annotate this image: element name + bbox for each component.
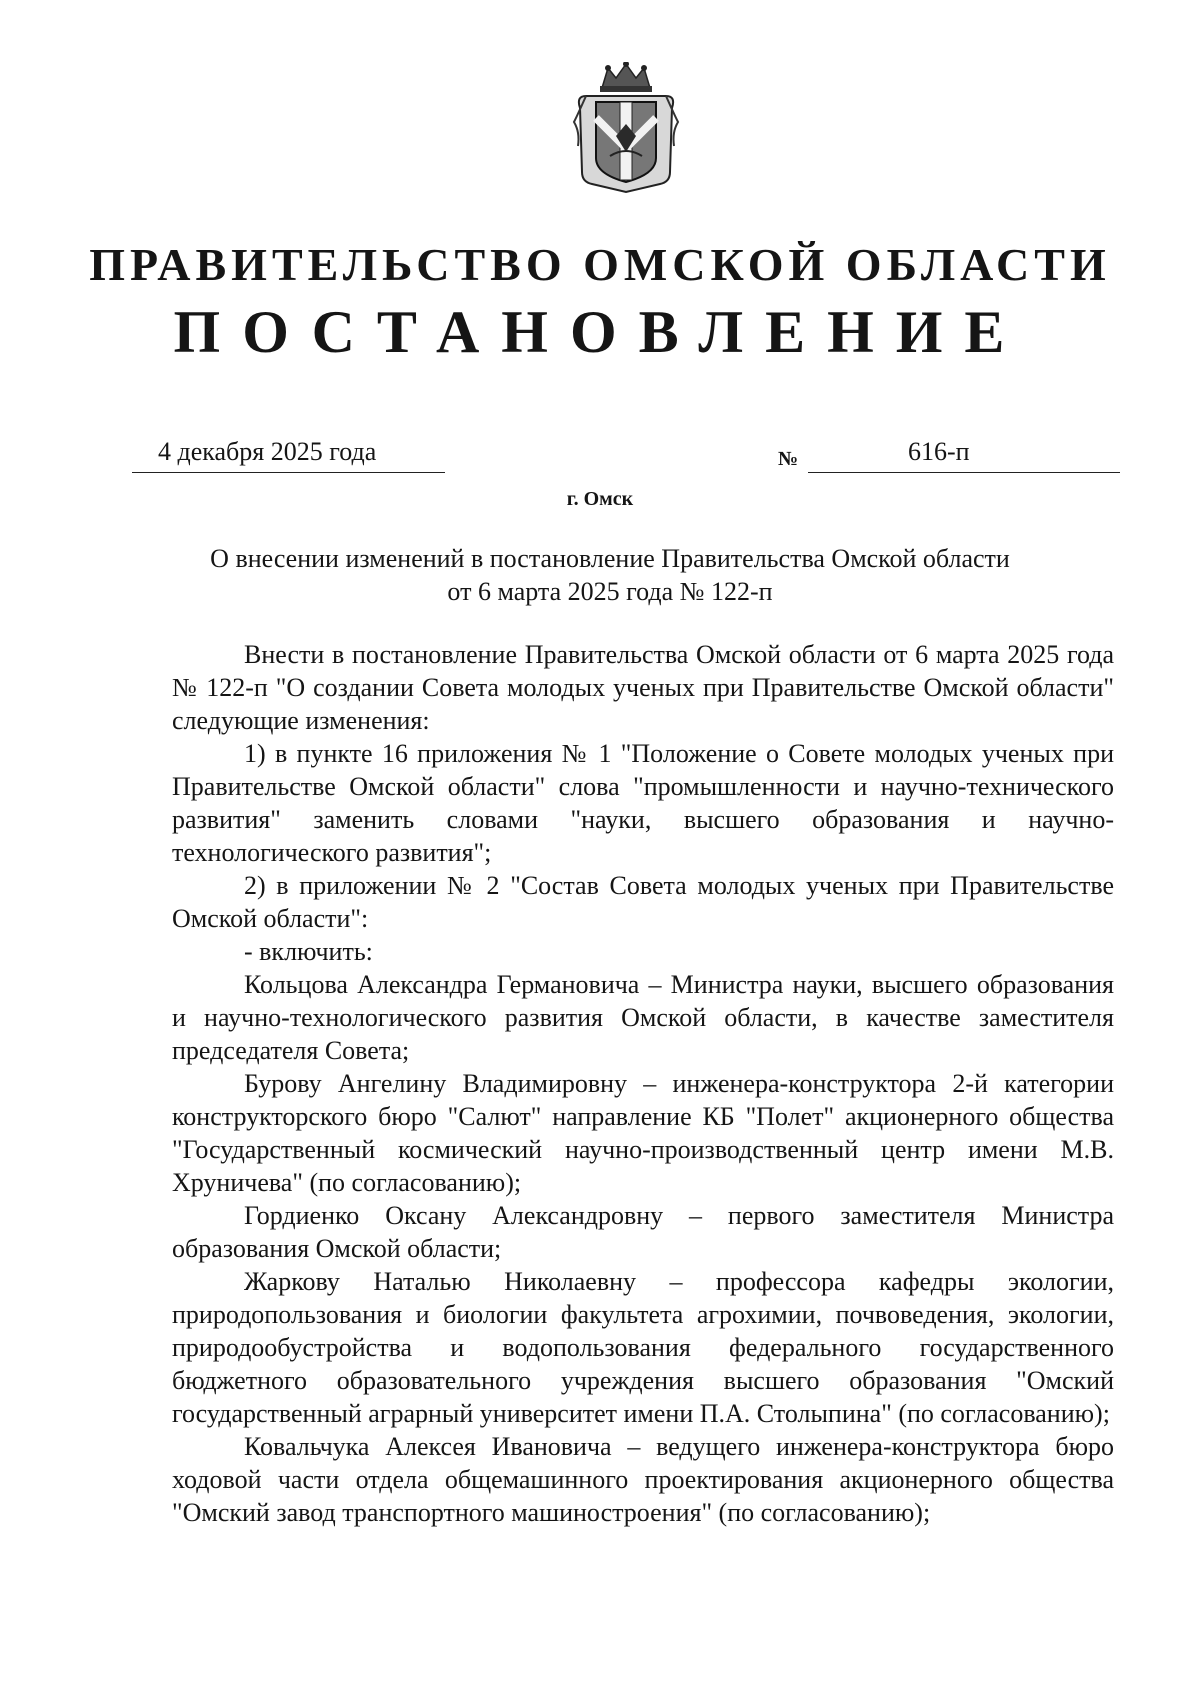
document-type-title: ПОСТАНОВЛЕНИЕ [173,299,1027,365]
body-paragraph: Гордиенко Оксану Александровну – первого заместителя Министра образования Омской области; [172,1201,1114,1263]
body-paragraph: Внести в постановление Правительства Омской области от 6 марта 2025 года № 122-п "О создании Совета молодых ученых при Правительстве Омской области" следующие изменения: [172,640,1114,735]
subject-line: от 6 марта 2025 года № 122-п [447,577,773,606]
document-number: 616-п [908,437,970,466]
body-paragraph: Бурову Ангелину Владимировну – инженера-конструктора 2-й категории конструкторского бюро "Салют" направление КБ "Полет" акционерного общества "Государственный космический научно-производственный центр имени М.В. Хруничева" (по согласованию); [172,1069,1114,1197]
date-field [132,434,445,473]
city-label: г. Омск [566,488,634,510]
body-paragraph: 2) в приложении № 2 "Состав Совета молодых ученых при Правительстве Омской области": [172,871,1114,933]
subject-line: О внесении изменений в постановление Правительства Омской области [210,544,1010,573]
body-paragraph: - включить: [244,937,373,966]
number-field [808,434,1120,473]
body-paragraph: 1) в пункте 16 приложения № 1 "Положение о Совете молодых ученых при Правительстве Омской области" слова "промышленности и научно-технического развития" заменить словами "науки, высшего образования и научно-технологического развития"; [172,739,1114,867]
number-sign: № [778,448,799,470]
document-body [172,638,1114,1529]
document-subject [130,542,1090,608]
document-date: 4 декабря 2025 года [158,437,377,466]
coat-of-arms-icon [572,62,680,194]
body-paragraph: Ковальчука Алексея Ивановича – ведущего инженера-конструктора бюро ходовой части отдела общемашинного проектирования акционерного общества "Омский завод транспортного машиностроения" (по согласованию); [172,1432,1114,1527]
body-paragraph: Кольцова Александра Германовича – Министра науки, высшего образования и научно-технологического развития Омской области, в качестве заместителя председателя Совета; [172,970,1114,1065]
body-paragraph: Жаркову Наталью Николаевну – профессора кафедры экологии, природопользования и биологии факультета агрохимии, почвоведения, экологии, природообустройства и водопользования федерального государственного бюджетного образовательного учреждения высшего образования "Омский государственный аграрный университет имени П.А. Столыпина" (по согласованию); [172,1267,1114,1428]
government-title: ПРАВИТЕЛЬСТВО ОМСКОЙ ОБЛАСТИ [89,239,1111,290]
